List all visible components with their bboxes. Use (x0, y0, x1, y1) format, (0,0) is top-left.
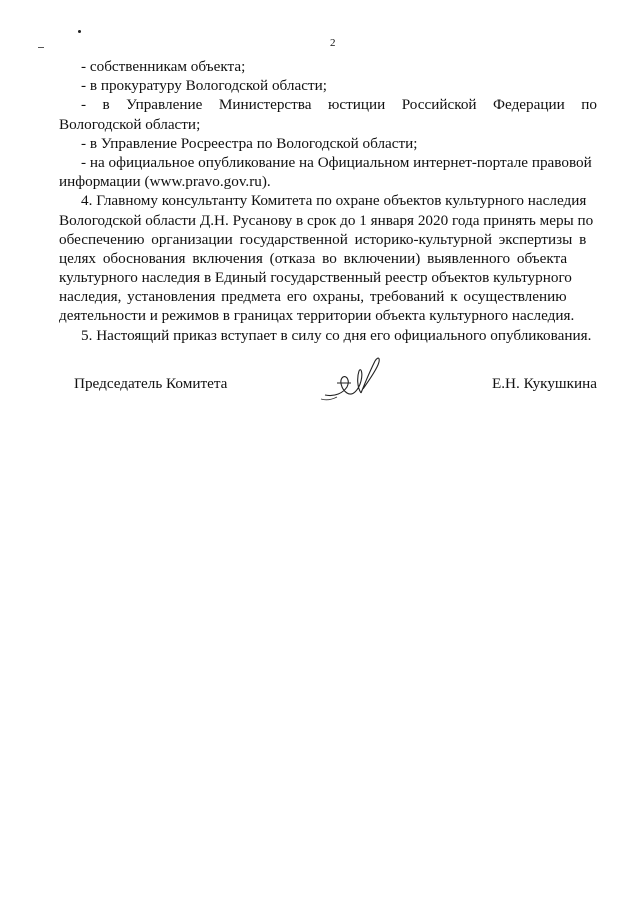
paragraph-4-line-7: деятельности и режимов в границах территории объекта культурного наследия. (59, 307, 575, 325)
list-item-publication-cont: информации (www.pravo.gov.ru). (59, 173, 271, 191)
word: в (102, 96, 110, 114)
signatory-name: Е.Н. Кукушкина (491, 375, 597, 392)
paragraph-4-line-1: 4. Главному консультанту Комитета по охране объектов культурного наследия (81, 192, 587, 210)
page-number: 2 (330, 37, 336, 49)
list-item-ministry-justice-cont: Вологодской области; (59, 115, 201, 133)
paragraph-4-line-3: обеспечению организации государственной историко-культурной экспертизы в (59, 230, 587, 248)
word: Федерации (493, 96, 565, 114)
scan-artifact-dot (78, 30, 81, 33)
list-item-ministry-justice (59, 95, 597, 114)
list-item-publication: - на официальное опубликование на Официальном интернет-портале правовой (81, 153, 592, 171)
scan-artifact-dash (38, 47, 44, 48)
list-item-owners: - собственникам объекта; (81, 58, 246, 75)
document-body (59, 57, 597, 345)
paragraph-4-line-6: наследия, установления предмета его охраны, требований к осуществлению (59, 288, 567, 306)
word: Российской (401, 96, 477, 114)
paragraph-4-line-5: культурного наследия в Единый государственный реестр объектов культурного (59, 269, 572, 287)
handwritten-signature-icon (317, 353, 397, 413)
list-item-prosecutor: - в прокуратуру Вологодской области; (81, 77, 327, 95)
paragraph-5: 5. Настоящий приказ вступает в силу со дня его официального опубликования. (81, 326, 592, 344)
paragraph-4-line-2: Вологодской области Д.Н. Русанову в срок до 1 января 2020 года принять меры по (59, 211, 594, 229)
signatory-position: Председатель Комитета (74, 375, 228, 392)
word: по (581, 96, 597, 114)
list-item-rosreestr: - в Управление Росреестра по Вологодской области; (81, 134, 418, 152)
word: Управление (126, 96, 203, 114)
word: Министерства (218, 96, 312, 114)
word: - (81, 96, 87, 114)
signature-block (59, 373, 597, 423)
paragraph-4-line-4: целях обоснования включения (отказа во включении) выявленного объекта (59, 249, 568, 267)
word: юстиции (327, 96, 386, 114)
